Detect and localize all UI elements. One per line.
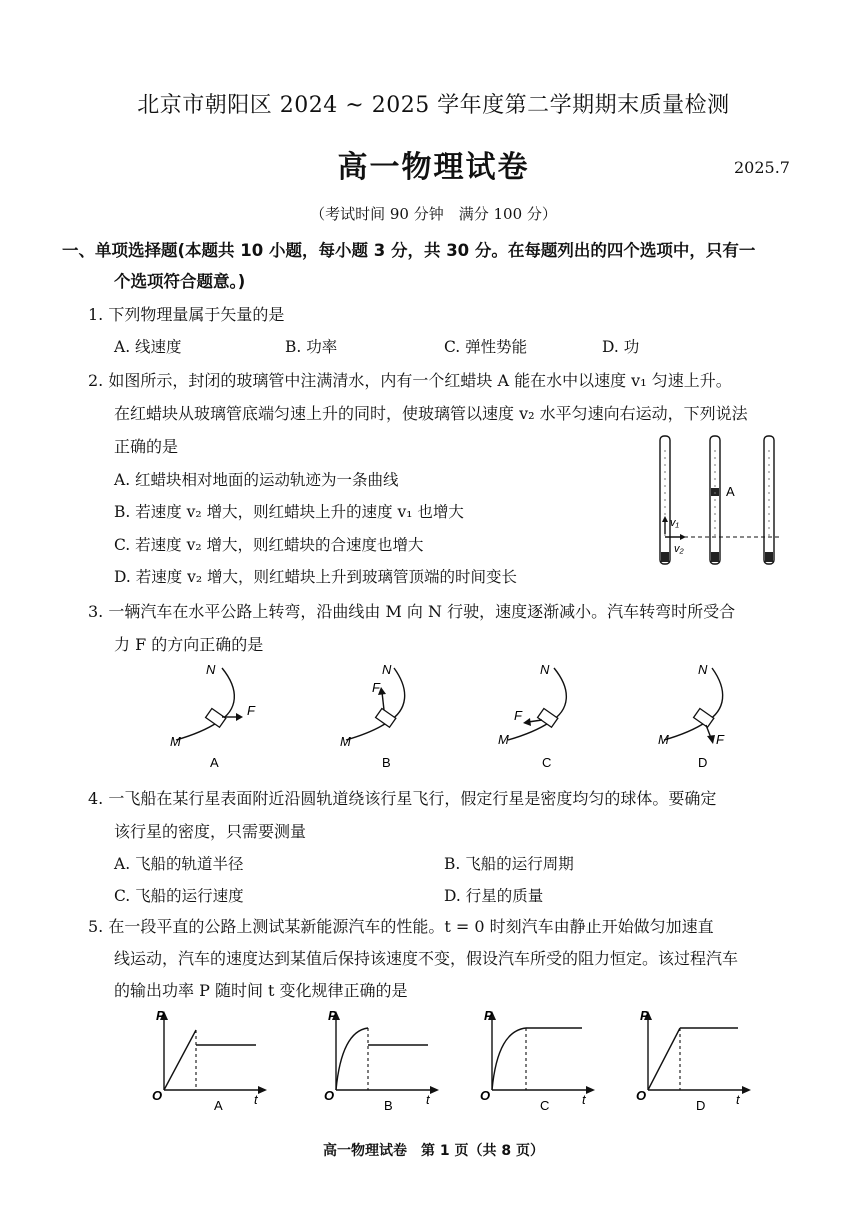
p-curve (648, 1028, 680, 1090)
section-heading-line1: 一、单项选择题(本题共 10 小题，每小题 3 分，共 30 分。在每题列出的四个选项中，只有一 (62, 241, 756, 260)
tube-middle (710, 436, 720, 564)
q4-option-c: C. 飞船的运行速度 (114, 887, 244, 905)
label-f: F (716, 732, 724, 747)
panel-label: D (698, 755, 708, 770)
label-m: M (658, 732, 669, 747)
q5-stem-line3: 的输出功率 P 随时间 t 变化规律正确的是 (114, 981, 408, 1000)
graph-label: A (214, 1098, 223, 1113)
force-arrow (382, 692, 384, 710)
origin-label: O (636, 1088, 647, 1103)
label-m: M (170, 734, 181, 749)
v2-label: v₂ (674, 543, 684, 555)
exam-date: 2025.7 (734, 158, 790, 177)
q3-stem-line2: 力 F 的方向正确的是 (114, 635, 264, 654)
q2-stem-line3: 正确的是 (114, 437, 179, 456)
graph-label: C (540, 1098, 550, 1113)
q5-graph-a (150, 1008, 270, 1118)
x-label: t (426, 1092, 430, 1107)
p-curve (336, 1028, 368, 1090)
label-n: N (698, 662, 708, 677)
panel-label: C (542, 755, 552, 770)
label-m: M (498, 732, 509, 747)
q3-stem-line1: 3. 一辆汽车在水平公路上转弯，沿曲线由 M 向 N 行驶，速度逐渐减小。汽车转弯时所受合 (88, 602, 736, 621)
label-n: N (540, 662, 550, 677)
y-label: P (640, 1008, 649, 1023)
label-f: F (247, 703, 255, 718)
label-m: M (340, 734, 351, 749)
q3-panel-a (170, 660, 280, 775)
q2-option-a: A. 红蜡块相对地面的运动轨迹为一条曲线 (114, 471, 399, 489)
q1-option-b: B. 功率 (285, 338, 338, 356)
exam-header: 北京市朝阳区 2024 ~ 2025 学年度第二学期期末质量检测 (137, 93, 730, 118)
graph-label: B (384, 1098, 393, 1113)
q4-option-d: D. 行星的质量 (444, 887, 544, 905)
q2-option-d: D. 若速度 v₂ 增大，则红蜡块上升到玻璃管顶端的时间变长 (114, 568, 518, 586)
q2-tube-figure (640, 430, 790, 570)
label-f: F (514, 708, 522, 723)
q4-stem-line1: 4. 一飞船在某行星表面附近沿圆轨道绕该行星飞行，假定行星是密度均匀的球体。要确定 (88, 789, 717, 808)
q5-stem-line1: 5. 在一段平直的公路上测试某新能源汽车的性能。t = 0 时刻汽车由静止开始做匀加速直 (88, 917, 714, 936)
label-n: N (382, 662, 392, 677)
panel-label: A (210, 755, 219, 770)
label-n: N (206, 662, 216, 677)
graph-label: D (696, 1098, 706, 1113)
q2-option-c: C. 若速度 v₂ 增大，则红蜡块的合速度也增大 (114, 536, 424, 554)
q1-stem: 1. 下列物理量属于矢量的是 (88, 305, 285, 324)
q4-stem-line2: 该行星的密度，只需要测量 (114, 822, 307, 841)
q2-stem-line1: 2. 如图所示，封闭的玻璃管中注满清水，内有一个红蜡块 A 能在水中以速度 v₁ 匀速上升。 (88, 371, 732, 390)
q3-panel-d (656, 660, 766, 775)
q4-option-a: A. 飞船的轨道半径 (114, 855, 244, 873)
page-footer: 高一物理试卷 第 1 页（共 8 页） (323, 1143, 544, 1159)
q2-stem-line2: 在红蜡块从玻璃管底端匀速上升的同时，使玻璃管以速度 v₂ 水平匀速向右运动，下列说法 (114, 404, 748, 423)
y-label: P (484, 1008, 493, 1023)
q3-panel-c (496, 660, 606, 775)
q3-panel-b (338, 660, 448, 775)
origin-label: O (480, 1088, 491, 1103)
q5-graph-c (478, 1008, 598, 1118)
subject-title: 高一物理试卷 (337, 150, 530, 185)
tube-right (764, 436, 774, 564)
y-label: P (156, 1008, 165, 1023)
section-heading-line2: 个选项符合题意。) (114, 272, 246, 291)
x-label: t (582, 1092, 586, 1107)
origin-label: O (324, 1088, 335, 1103)
q1-option-d: D. 功 (602, 338, 640, 356)
block-a-label: A (726, 484, 735, 499)
p-curve (164, 1030, 196, 1090)
q1-option-a: A. 线速度 (114, 338, 182, 356)
label-f: F (372, 680, 380, 695)
q1-option-c: C. 弹性势能 (444, 338, 528, 356)
v1-label: v₁ (670, 517, 679, 529)
panel-label: B (382, 755, 391, 770)
y-label: P (328, 1008, 337, 1023)
q5-graph-d (634, 1008, 754, 1118)
q5-stem-line2: 线运动，汽车的速度达到某值后保持该速度不变，假设汽车所受的阻力恒定。该过程汽车 (114, 949, 739, 968)
x-label: t (736, 1092, 740, 1107)
q4-option-b: B. 飞船的运行周期 (444, 855, 574, 873)
p-curve (492, 1028, 526, 1090)
q5-graph-b (322, 1008, 442, 1118)
q2-option-b: B. 若速度 v₂ 增大，则红蜡块上升的速度 v₁ 也增大 (114, 503, 464, 521)
tube-left (660, 436, 670, 564)
x-label: t (254, 1092, 258, 1107)
exam-time-info: （考试时间 90 分钟 满分 100 分） (310, 205, 557, 223)
origin-label: O (152, 1088, 163, 1103)
